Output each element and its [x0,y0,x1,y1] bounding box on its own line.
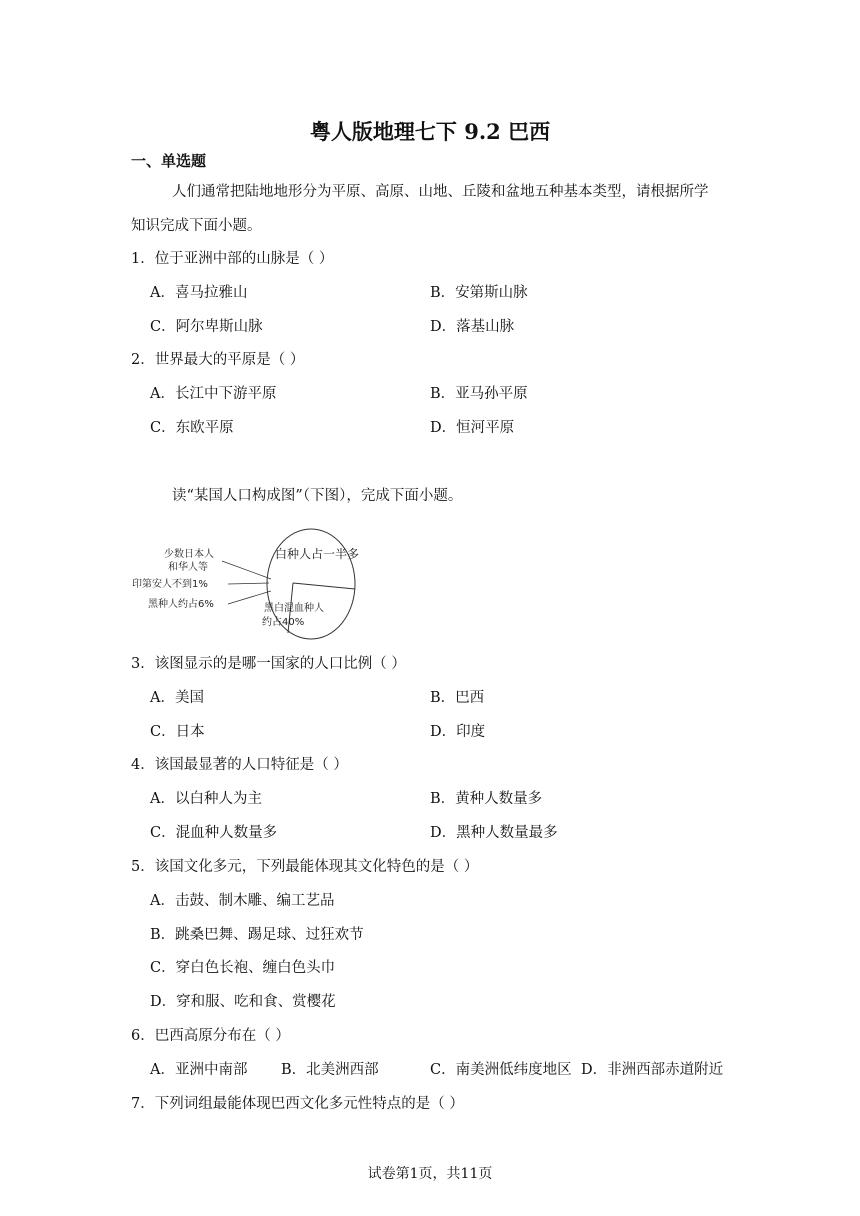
question-1-option-d: D．落基山脉 [430,319,515,335]
question-6-option-a: A．亚洲中南部 [150,1062,248,1078]
leader-asian [222,561,271,579]
leader-indian [228,583,269,584]
question-2-option-d: D．恒河平原 [430,420,515,436]
question-5-stem: 5．该国文化多元，下列最能体现其文化特色的是（ ） [131,859,479,875]
question-3-stem: 3．该图显示的是哪一国家的人口比例（ ） [131,656,406,672]
question-2-stem: 2．世界最大的平原是（ ） [131,352,305,368]
label-mixed-1: 黑白混血种人 [264,603,324,614]
page-title: 粤人版地理七下 9.2 巴西 [309,119,551,144]
question-1-stem: 1．位于亚洲中部的山脉是（ ） [131,251,334,267]
question-2-option-a: A．长江中下游平原 [150,386,277,402]
intro-line-1: 人们通常把陆地地形分为平原、高原、山地、丘陵和盆地五种基本类型，请根据所学 [172,184,709,200]
question-3-option-c: C．日本 [150,724,205,740]
question-5-option-a: A．击鼓、制木雕、编工艺品 [150,893,335,909]
label-black: 黑种人约占6% [148,599,214,610]
question-6-option-b: B．北美洲西部 [281,1062,379,1078]
question-5-option-c: C．穿白色长袍、缠白色头巾 [150,960,336,976]
question-3-option-d: D．印度 [430,724,486,740]
question-3-option-a: A．美国 [150,690,204,706]
question-2-option-c: C．东欧平原 [150,420,234,436]
section-heading: 一、单选题 [131,152,207,170]
question-4-option-c: C．混血种人数量多 [150,825,278,841]
question-1-option-c: C．阿尔卑斯山脉 [150,319,263,335]
label-asian-2: 和华人等 [168,562,208,573]
label-indian: 印第安人不到1% [132,579,208,590]
question-4-option-b: B．黄种人数量多 [430,791,543,807]
intro-line-2: 知识完成下面小题。 [131,218,262,234]
question-4-option-a: A．以白种人为主 [150,791,262,807]
question-6-stem: 6．巴西高原分布在（ ） [131,1028,290,1044]
question-5-option-d: D．穿和服、吃和食、赏樱花 [150,994,336,1010]
question-2-option-b: B．亚马孙平原 [430,386,528,402]
question-6-option-d: D．非洲西部赤道附近 [581,1062,724,1078]
question-5-option-b: B．跳桑巴舞、踢足球、过狂欢节 [150,927,364,943]
question-6-option-c: C．南美洲低纬度地区 [430,1062,572,1078]
question-1-option-b: B．安第斯山脉 [430,285,528,301]
question-4-stem: 4．该国最显著的人口特征是（ ） [131,757,348,773]
question-3-option-b: B．巴西 [430,690,485,706]
label-asian-1: 少数日本人 [164,549,214,560]
label-white: 白种人占一半多 [275,547,360,561]
population-pie-figure [128,525,360,643]
page-footer: 试卷第1页，共11页 [367,1166,493,1182]
pie-divider-main [293,583,355,589]
intro-2: 读“某国人口构成图”（下图），完成下面小题。 [172,488,463,504]
question-7-stem: 7．下列词组最能体现巴西文化多元性特点的是（ ） [131,1096,464,1112]
question-1-option-a: A．喜马拉雅山 [150,285,248,301]
question-4-option-d: D．黑种人数量最多 [430,825,558,841]
label-mixed-2: 约占40% [262,617,305,628]
